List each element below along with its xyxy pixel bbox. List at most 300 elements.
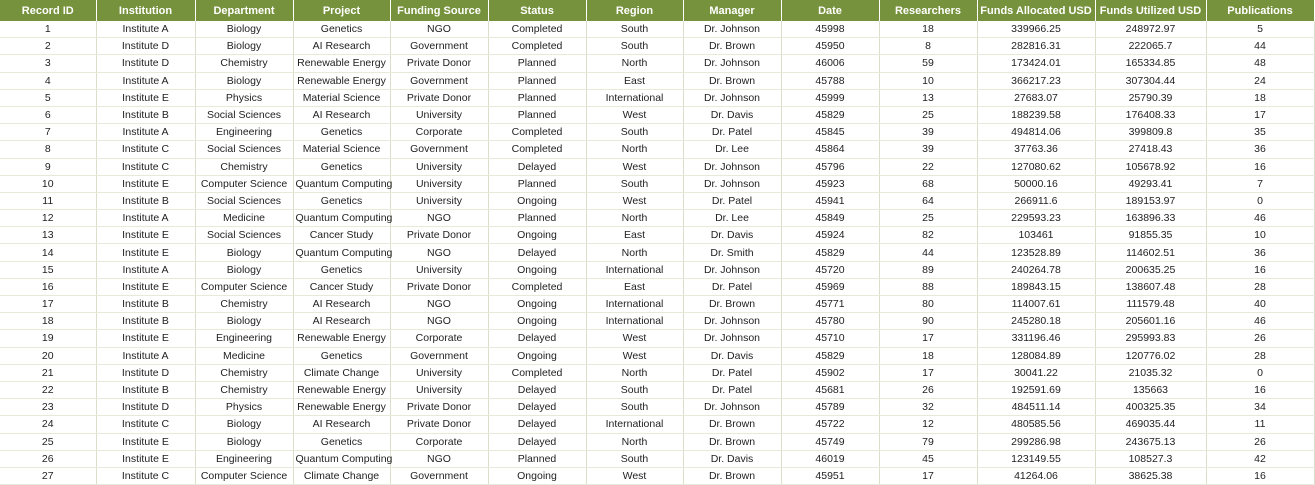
table-cell[interactable]: 40 [1206, 296, 1314, 313]
table-cell[interactable]: 123149.55 [977, 450, 1095, 467]
table-cell[interactable]: Biology [195, 416, 293, 433]
table-cell[interactable]: 45829 [781, 347, 879, 364]
table-cell[interactable]: 18 [1206, 89, 1314, 106]
table-cell[interactable]: 229593.23 [977, 210, 1095, 227]
table-cell[interactable]: NGO [390, 313, 488, 330]
table-cell[interactable]: 6 [0, 106, 96, 123]
table-cell[interactable]: 222065.7 [1095, 38, 1206, 55]
table-cell[interactable]: Dr. Brown [683, 416, 781, 433]
table-cell[interactable]: Delayed [488, 330, 586, 347]
table-cell[interactable]: 114007.61 [977, 296, 1095, 313]
table-cell[interactable]: Climate Change [293, 467, 390, 484]
table-cell[interactable]: 3 [0, 55, 96, 72]
table-cell[interactable]: Social Sciences [195, 141, 293, 158]
table-cell[interactable]: Biology [195, 313, 293, 330]
table-cell[interactable]: North [586, 244, 683, 261]
table-cell[interactable]: International [586, 416, 683, 433]
table-cell[interactable]: NGO [390, 244, 488, 261]
table-cell[interactable]: 12 [0, 210, 96, 227]
table-cell[interactable]: 30041.22 [977, 364, 1095, 381]
table-cell[interactable]: 17 [879, 467, 977, 484]
table-cell[interactable]: 114602.51 [1095, 244, 1206, 261]
table-cell[interactable]: 45829 [781, 244, 879, 261]
table-cell[interactable]: Corporate [390, 433, 488, 450]
table-cell[interactable]: Institute A [96, 72, 195, 89]
table-cell[interactable]: Private Donor [390, 89, 488, 106]
table-cell[interactable]: Institute B [96, 313, 195, 330]
table-cell[interactable]: NGO [390, 210, 488, 227]
table-cell[interactable]: 39 [879, 124, 977, 141]
table-cell[interactable]: 45771 [781, 296, 879, 313]
table-cell[interactable]: 123528.89 [977, 244, 1095, 261]
table-cell[interactable]: Ongoing [488, 261, 586, 278]
table-cell[interactable]: 10 [879, 72, 977, 89]
table-cell[interactable]: 38625.38 [1095, 467, 1206, 484]
table-cell[interactable]: Corporate [390, 330, 488, 347]
table-cell[interactable]: 16 [1206, 261, 1314, 278]
table-cell[interactable]: Planned [488, 72, 586, 89]
table-cell[interactable]: Private Donor [390, 278, 488, 295]
table-cell[interactable]: Institute E [96, 244, 195, 261]
table-cell[interactable]: 200635.25 [1095, 261, 1206, 278]
column-header[interactable]: Institution [96, 0, 195, 21]
table-cell[interactable]: Dr. Smith [683, 244, 781, 261]
table-cell[interactable]: Physics [195, 89, 293, 106]
table-cell[interactable]: Dr. Johnson [683, 261, 781, 278]
table-cell[interactable]: 26 [1206, 330, 1314, 347]
table-cell[interactable]: 24 [0, 416, 96, 433]
table-cell[interactable]: Institute B [96, 106, 195, 123]
table-cell[interactable]: 44 [1206, 38, 1314, 55]
table-cell[interactable]: 45849 [781, 210, 879, 227]
table-cell[interactable]: 26 [0, 450, 96, 467]
table-cell[interactable]: Dr. Johnson [683, 158, 781, 175]
table-cell[interactable]: Dr. Johnson [683, 55, 781, 72]
table-cell[interactable]: Dr. Patel [683, 278, 781, 295]
table-cell[interactable]: 45864 [781, 141, 879, 158]
table-cell[interactable]: Dr. Johnson [683, 89, 781, 106]
table-cell[interactable]: 45924 [781, 227, 879, 244]
column-header[interactable]: Publications [1206, 0, 1314, 21]
table-cell[interactable]: 188239.58 [977, 106, 1095, 123]
table-cell[interactable]: 28 [1206, 278, 1314, 295]
table-cell[interactable]: Chemistry [195, 364, 293, 381]
table-cell[interactable]: University [390, 175, 488, 192]
table-cell[interactable]: 45796 [781, 158, 879, 175]
table-cell[interactable]: AI Research [293, 106, 390, 123]
table-cell[interactable]: South [586, 124, 683, 141]
table-cell[interactable]: Dr. Davis [683, 106, 781, 123]
table-cell[interactable]: 37763.36 [977, 141, 1095, 158]
table-cell[interactable]: West [586, 330, 683, 347]
table-cell[interactable]: Dr. Davis [683, 227, 781, 244]
table-cell[interactable]: Cancer Study [293, 227, 390, 244]
table-cell[interactable]: Dr. Johnson [683, 330, 781, 347]
table-cell[interactable]: 14 [0, 244, 96, 261]
table-cell[interactable]: Dr. Patel [683, 364, 781, 381]
table-cell[interactable]: University [390, 364, 488, 381]
table-cell[interactable]: Renewable Energy [293, 72, 390, 89]
table-cell[interactable]: Medicine [195, 347, 293, 364]
table-cell[interactable]: South [586, 399, 683, 416]
table-cell[interactable]: 18 [879, 21, 977, 38]
table-cell[interactable]: 5 [0, 89, 96, 106]
table-cell[interactable]: 36 [1206, 141, 1314, 158]
table-cell[interactable]: Government [390, 38, 488, 55]
table-cell[interactable]: Social Sciences [195, 192, 293, 209]
table-cell[interactable]: Dr. Lee [683, 210, 781, 227]
table-cell[interactable]: Ongoing [488, 227, 586, 244]
table-cell[interactable]: Delayed [488, 381, 586, 398]
table-cell[interactable]: Institute E [96, 278, 195, 295]
table-cell[interactable]: Planned [488, 106, 586, 123]
table-cell[interactable]: 16 [1206, 158, 1314, 175]
table-cell[interactable]: Institute E [96, 330, 195, 347]
table-cell[interactable]: Genetics [293, 433, 390, 450]
table-cell[interactable]: Biology [195, 244, 293, 261]
table-cell[interactable]: Institute C [96, 416, 195, 433]
table-cell[interactable]: Material Science [293, 141, 390, 158]
table-cell[interactable]: Institute A [96, 124, 195, 141]
table-cell[interactable]: Completed [488, 278, 586, 295]
table-cell[interactable]: 27418.43 [1095, 141, 1206, 158]
table-cell[interactable]: Institute C [96, 141, 195, 158]
table-cell[interactable]: Genetics [293, 124, 390, 141]
table-cell[interactable]: 82 [879, 227, 977, 244]
table-cell[interactable]: NGO [390, 296, 488, 313]
table-cell[interactable]: 45941 [781, 192, 879, 209]
table-cell[interactable]: 10 [1206, 227, 1314, 244]
table-cell[interactable]: 27 [0, 467, 96, 484]
table-cell[interactable]: North [586, 433, 683, 450]
table-cell[interactable]: 25790.39 [1095, 89, 1206, 106]
column-header[interactable]: Status [488, 0, 586, 21]
table-cell[interactable]: 17 [879, 364, 977, 381]
table-cell[interactable]: Dr. Davis [683, 347, 781, 364]
table-cell[interactable]: Government [390, 141, 488, 158]
table-cell[interactable]: Computer Science [195, 467, 293, 484]
table-cell[interactable]: 39 [879, 141, 977, 158]
table-cell[interactable]: 7 [0, 124, 96, 141]
table-cell[interactable]: West [586, 106, 683, 123]
table-cell[interactable]: Institute C [96, 158, 195, 175]
table-cell[interactable]: NGO [390, 450, 488, 467]
table-cell[interactable]: Institute D [96, 399, 195, 416]
table-cell[interactable]: Dr. Patel [683, 192, 781, 209]
table-cell[interactable]: Government [390, 467, 488, 484]
table-cell[interactable]: 205601.16 [1095, 313, 1206, 330]
table-cell[interactable]: Chemistry [195, 381, 293, 398]
column-header[interactable]: Funds Allocated USD [977, 0, 1095, 21]
table-cell[interactable]: 299286.98 [977, 433, 1095, 450]
table-cell[interactable]: 16 [1206, 467, 1314, 484]
table-cell[interactable]: Genetics [293, 158, 390, 175]
table-cell[interactable]: Chemistry [195, 55, 293, 72]
table-cell[interactable]: Engineering [195, 450, 293, 467]
table-cell[interactable]: Corporate [390, 124, 488, 141]
table-cell[interactable]: 25 [879, 210, 977, 227]
table-cell[interactable]: Engineering [195, 330, 293, 347]
table-cell[interactable]: Genetics [293, 347, 390, 364]
table-cell[interactable]: Completed [488, 364, 586, 381]
table-cell[interactable]: North [586, 364, 683, 381]
table-cell[interactable]: Delayed [488, 158, 586, 175]
table-cell[interactable]: International [586, 89, 683, 106]
table-cell[interactable]: 8 [0, 141, 96, 158]
table-cell[interactable]: Dr. Johnson [683, 175, 781, 192]
table-cell[interactable]: 45749 [781, 433, 879, 450]
table-cell[interactable]: East [586, 72, 683, 89]
table-cell[interactable]: 48 [1206, 55, 1314, 72]
table-cell[interactable]: 295993.83 [1095, 330, 1206, 347]
table-cell[interactable]: 12 [879, 416, 977, 433]
table-cell[interactable]: 11 [0, 192, 96, 209]
table-cell[interactable]: 25 [0, 433, 96, 450]
table-cell[interactable]: 16 [1206, 381, 1314, 398]
table-cell[interactable]: 89 [879, 261, 977, 278]
table-cell[interactable]: University [390, 158, 488, 175]
table-cell[interactable]: Chemistry [195, 296, 293, 313]
table-cell[interactable]: Renewable Energy [293, 55, 390, 72]
table-cell[interactable]: 45829 [781, 106, 879, 123]
table-cell[interactable]: 23 [0, 399, 96, 416]
table-cell[interactable]: South [586, 21, 683, 38]
table-cell[interactable]: 80 [879, 296, 977, 313]
table-cell[interactable]: 46019 [781, 450, 879, 467]
column-header[interactable]: Manager [683, 0, 781, 21]
table-cell[interactable]: 32 [879, 399, 977, 416]
table-cell[interactable]: Dr. Patel [683, 124, 781, 141]
table-cell[interactable]: Planned [488, 175, 586, 192]
table-cell[interactable]: Engineering [195, 124, 293, 141]
table-cell[interactable]: Institute A [96, 261, 195, 278]
table-cell[interactable]: Dr. Patel [683, 381, 781, 398]
table-cell[interactable]: 59 [879, 55, 977, 72]
table-cell[interactable]: 127080.62 [977, 158, 1095, 175]
table-cell[interactable]: 13 [0, 227, 96, 244]
table-cell[interactable]: Planned [488, 450, 586, 467]
table-cell[interactable]: Delayed [488, 244, 586, 261]
table-cell[interactable]: 248972.97 [1095, 21, 1206, 38]
table-cell[interactable]: 45789 [781, 399, 879, 416]
table-cell[interactable]: 13 [879, 89, 977, 106]
table-cell[interactable]: 9 [0, 158, 96, 175]
table-cell[interactable]: 16 [0, 278, 96, 295]
table-cell[interactable]: West [586, 347, 683, 364]
table-cell[interactable]: 2 [0, 38, 96, 55]
table-cell[interactable]: Ongoing [488, 192, 586, 209]
table-cell[interactable]: 24 [1206, 72, 1314, 89]
table-cell[interactable]: 45999 [781, 89, 879, 106]
table-cell[interactable]: 135663 [1095, 381, 1206, 398]
table-cell[interactable]: Ongoing [488, 347, 586, 364]
column-header[interactable]: Funding Source [390, 0, 488, 21]
table-cell[interactable]: University [390, 381, 488, 398]
table-cell[interactable]: 20 [0, 347, 96, 364]
table-cell[interactable]: North [586, 210, 683, 227]
table-cell[interactable]: Material Science [293, 89, 390, 106]
table-cell[interactable]: Institute A [96, 210, 195, 227]
table-cell[interactable]: South [586, 38, 683, 55]
table-cell[interactable]: University [390, 192, 488, 209]
table-cell[interactable]: Private Donor [390, 55, 488, 72]
table-cell[interactable]: 45710 [781, 330, 879, 347]
table-cell[interactable]: 46006 [781, 55, 879, 72]
table-cell[interactable]: 45788 [781, 72, 879, 89]
table-cell[interactable]: Biology [195, 261, 293, 278]
table-cell[interactable]: 0 [1206, 192, 1314, 209]
table-cell[interactable]: Dr. Davis [683, 450, 781, 467]
table-cell[interactable]: Delayed [488, 416, 586, 433]
table-cell[interactable]: Ongoing [488, 313, 586, 330]
table-cell[interactable]: 17 [1206, 106, 1314, 123]
table-cell[interactable]: 45 [879, 450, 977, 467]
table-cell[interactable]: 240264.78 [977, 261, 1095, 278]
table-cell[interactable]: 165334.85 [1095, 55, 1206, 72]
table-cell[interactable]: 27683.07 [977, 89, 1095, 106]
table-cell[interactable]: 245280.18 [977, 313, 1095, 330]
table-cell[interactable]: 45951 [781, 467, 879, 484]
table-cell[interactable]: Planned [488, 55, 586, 72]
table-cell[interactable]: Quantum Computing [293, 450, 390, 467]
table-cell[interactable]: Institute E [96, 89, 195, 106]
table-cell[interactable]: Dr. Brown [683, 38, 781, 55]
table-cell[interactable]: Institute E [96, 227, 195, 244]
table-cell[interactable]: Institute A [96, 347, 195, 364]
column-header[interactable]: Funds Utilized USD [1095, 0, 1206, 21]
table-cell[interactable]: 42 [1206, 450, 1314, 467]
table-cell[interactable]: Dr. Brown [683, 72, 781, 89]
table-cell[interactable]: 10 [0, 175, 96, 192]
table-cell[interactable]: Delayed [488, 399, 586, 416]
column-header[interactable]: Record ID [0, 0, 96, 21]
table-cell[interactable]: International [586, 261, 683, 278]
table-cell[interactable]: 282816.31 [977, 38, 1095, 55]
table-cell[interactable]: Completed [488, 141, 586, 158]
table-cell[interactable]: 46 [1206, 313, 1314, 330]
table-cell[interactable]: Institute E [96, 433, 195, 450]
table-cell[interactable]: Institute A [96, 21, 195, 38]
table-cell[interactable]: 50000.16 [977, 175, 1095, 192]
table-cell[interactable]: 64 [879, 192, 977, 209]
table-cell[interactable]: 366217.23 [977, 72, 1095, 89]
table-cell[interactable]: Climate Change [293, 364, 390, 381]
table-cell[interactable]: 18 [879, 347, 977, 364]
table-cell[interactable]: 331196.46 [977, 330, 1095, 347]
table-cell[interactable]: 68 [879, 175, 977, 192]
column-header[interactable]: Region [586, 0, 683, 21]
table-cell[interactable]: Completed [488, 38, 586, 55]
table-cell[interactable]: 45998 [781, 21, 879, 38]
table-cell[interactable]: East [586, 227, 683, 244]
table-cell[interactable]: Delayed [488, 433, 586, 450]
table-cell[interactable]: Biology [195, 433, 293, 450]
column-header[interactable]: Date [781, 0, 879, 21]
table-cell[interactable]: 8 [879, 38, 977, 55]
table-cell[interactable]: Quantum Computing [293, 244, 390, 261]
table-cell[interactable]: Biology [195, 72, 293, 89]
table-cell[interactable]: Computer Science [195, 278, 293, 295]
table-cell[interactable]: Physics [195, 399, 293, 416]
table-cell[interactable]: West [586, 158, 683, 175]
table-cell[interactable]: 45720 [781, 261, 879, 278]
table-cell[interactable]: 17 [879, 330, 977, 347]
table-cell[interactable]: International [586, 296, 683, 313]
table-cell[interactable]: Institute E [96, 175, 195, 192]
table-cell[interactable]: 1 [0, 21, 96, 38]
table-cell[interactable]: 484511.14 [977, 399, 1095, 416]
table-cell[interactable]: 138607.48 [1095, 278, 1206, 295]
table-cell[interactable]: Private Donor [390, 227, 488, 244]
table-cell[interactable]: 88 [879, 278, 977, 295]
table-cell[interactable]: Completed [488, 124, 586, 141]
table-cell[interactable]: 307304.44 [1095, 72, 1206, 89]
table-cell[interactable]: North [586, 55, 683, 72]
table-cell[interactable]: 36 [1206, 244, 1314, 261]
table-cell[interactable]: Biology [195, 38, 293, 55]
table-cell[interactable]: 266911.6 [977, 192, 1095, 209]
table-cell[interactable]: AI Research [293, 38, 390, 55]
table-cell[interactable]: 45722 [781, 416, 879, 433]
table-cell[interactable]: AI Research [293, 313, 390, 330]
table-cell[interactable]: 45902 [781, 364, 879, 381]
table-cell[interactable]: 17 [0, 296, 96, 313]
table-cell[interactable]: 45780 [781, 313, 879, 330]
table-cell[interactable]: Renewable Energy [293, 381, 390, 398]
table-cell[interactable]: Institute C [96, 467, 195, 484]
table-cell[interactable]: 120776.02 [1095, 347, 1206, 364]
table-cell[interactable]: Social Sciences [195, 227, 293, 244]
table-cell[interactable]: Government [390, 72, 488, 89]
table-cell[interactable]: 128084.89 [977, 347, 1095, 364]
table-cell[interactable]: Genetics [293, 21, 390, 38]
table-cell[interactable]: AI Research [293, 416, 390, 433]
table-cell[interactable]: 35 [1206, 124, 1314, 141]
table-cell[interactable]: West [586, 467, 683, 484]
table-cell[interactable]: Cancer Study [293, 278, 390, 295]
table-cell[interactable]: 45969 [781, 278, 879, 295]
table-cell[interactable]: Institute D [96, 38, 195, 55]
table-cell[interactable]: Completed [488, 21, 586, 38]
table-cell[interactable]: Ongoing [488, 296, 586, 313]
table-cell[interactable]: 46 [1206, 210, 1314, 227]
table-cell[interactable]: Ongoing [488, 467, 586, 484]
table-cell[interactable]: 108527.3 [1095, 450, 1206, 467]
table-cell[interactable]: Renewable Energy [293, 330, 390, 347]
table-cell[interactable]: 26 [1206, 433, 1314, 450]
table-cell[interactable]: 189153.97 [1095, 192, 1206, 209]
table-cell[interactable]: 11 [1206, 416, 1314, 433]
table-cell[interactable]: Chemistry [195, 158, 293, 175]
table-cell[interactable]: Genetics [293, 192, 390, 209]
table-cell[interactable]: South [586, 381, 683, 398]
table-cell[interactable]: Planned [488, 210, 586, 227]
table-cell[interactable]: 28 [1206, 347, 1314, 364]
table-cell[interactable]: University [390, 261, 488, 278]
table-cell[interactable]: 22 [879, 158, 977, 175]
table-cell[interactable]: Institute B [96, 192, 195, 209]
table-cell[interactable]: 90 [879, 313, 977, 330]
table-cell[interactable]: 21 [0, 364, 96, 381]
table-cell[interactable]: 45923 [781, 175, 879, 192]
table-cell[interactable]: 91855.35 [1095, 227, 1206, 244]
table-cell[interactable]: 18 [0, 313, 96, 330]
table-cell[interactable]: Genetics [293, 261, 390, 278]
table-cell[interactable]: Dr. Johnson [683, 21, 781, 38]
table-cell[interactable]: North [586, 141, 683, 158]
table-cell[interactable]: Institute D [96, 364, 195, 381]
table-cell[interactable]: 0 [1206, 364, 1314, 381]
